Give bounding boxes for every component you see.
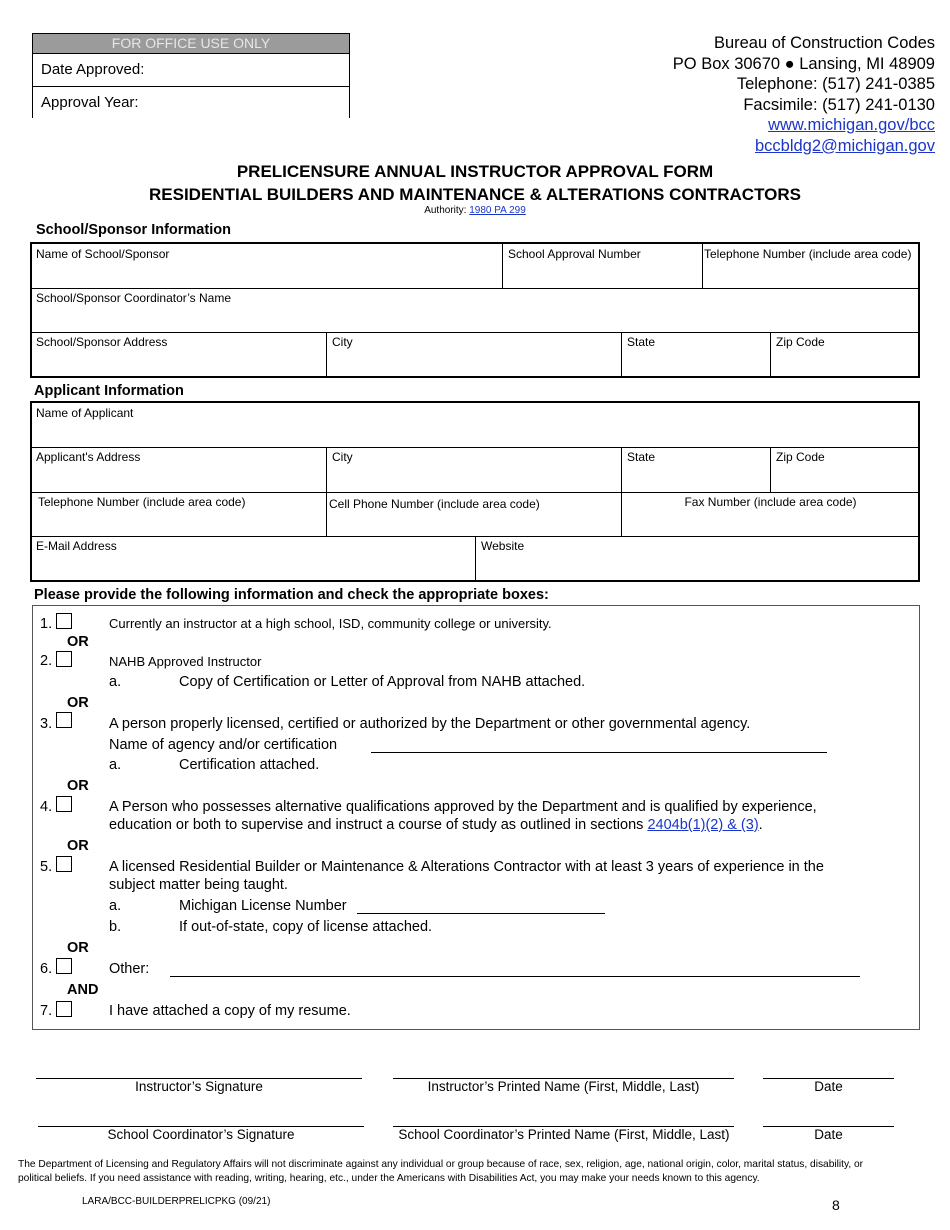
item-4-number: 4. [40,799,53,815]
item-7-checkbox[interactable] [56,1001,72,1017]
license-number-line[interactable] [357,913,605,914]
item-7-number: 7. [40,1003,53,1019]
item-7-text: I have attached a copy of my resume. [109,1003,351,1019]
applicant-name-field[interactable]: Name of Applicant [36,406,134,420]
bureau-email-link[interactable]: bccbldg2@michigan.gov [754,136,935,155]
item-2-number: 2. [40,653,53,669]
item-6-text: Other: [109,961,150,977]
school-info-grid [30,242,920,378]
school-address-field[interactable]: School/Sponsor Address [36,335,168,349]
school-approval-number-field[interactable]: School Approval Number [508,247,641,261]
applicant-telephone-field[interactable]: Telephone Number (include area code) [38,495,246,509]
school-state-field[interactable]: State [627,335,656,349]
checklist-box [32,605,920,1030]
item-3-agency-line[interactable] [371,752,827,753]
item-2a-text: Copy of Certification or Letter of Approval from NAHB attached. [179,674,586,690]
item-3-checkbox[interactable] [56,712,72,728]
applicant-info-grid [30,401,920,582]
applicant-city-field[interactable]: City [332,450,353,464]
bureau-facsimile: Facsimile: (517) 241-0130 [743,95,935,114]
authority-label: Authority: [424,205,467,216]
other-line[interactable] [170,976,860,977]
and-label: AND [67,982,99,998]
bureau-website-link[interactable]: www.michigan.gov/bcc [768,116,935,134]
form-title: PRELICENSURE ANNUAL INSTRUCTOR APPROVAL FORM [236,162,714,181]
coordinator-name-label: School Coordinator’s Printed Name (First, Middle, Last) [398,1127,730,1142]
office-use-box [32,34,350,118]
item-5-number: 5. [40,859,53,875]
instructor-date-label: Date [814,1079,843,1094]
or-4: OR [67,838,89,854]
or-2: OR [67,695,89,711]
bureau-telephone: Telephone: (517) 241-0385 [736,75,935,93]
item-5-text-line2: subject matter being taught. [109,877,288,893]
authority-line [0,205,950,216]
office-use-header: FOR OFFICE USE ONLY [32,33,350,54]
applicant-state-field[interactable]: State [627,450,656,464]
item-4-text-line2 [109,817,763,833]
item-5a-letter: a. [109,898,122,914]
page-number: 8 [832,1197,840,1213]
applicant-cell-field[interactable]: Cell Phone Number (include area code) [329,497,540,511]
applicant-fax-field[interactable]: Fax Number (include area code) [684,495,857,509]
item-6-checkbox[interactable] [56,958,72,974]
or-3: OR [67,778,89,794]
item-3-number: 3. [40,716,53,732]
or-1: OR [67,634,89,650]
item-6-number: 6. [40,961,53,977]
item-3-agency-label: Name of agency and/or certification [109,737,338,753]
item-5a-text: Michigan License Number [179,898,347,914]
item-4-checkbox[interactable] [56,796,72,812]
item-2-checkbox[interactable] [56,651,72,667]
item-1-number: 1. [40,616,53,632]
school-telephone-field[interactable]: Telephone Number (include area code) [704,247,912,261]
coordinator-signature-label: School Coordinator’s Signature [107,1127,295,1142]
checklist-heading: Please provide the following information and check the appropriate boxes: [34,587,549,603]
item-5-checkbox[interactable] [56,856,72,872]
bureau-name: Bureau of Construction Codes [713,34,935,52]
item-4-period: . [758,817,763,833]
item-2a-letter: a. [109,674,122,690]
applicant-zip-field[interactable]: Zip Code [776,450,825,464]
item-4-text-line1: A Person who possesses alternative qualifications approved by the Department and is qualified by experience, [109,799,817,815]
approval-year-field[interactable]: Approval Year: [41,94,139,111]
sections-link[interactable]: 2404b(1)(2) & (3) [647,817,759,833]
bureau-address: PO Box 30670 ● Lansing, MI 48909 [672,54,935,73]
footer-line-1: The Department of Licensing and Regulatory Affairs will not discriminate against any individual or group because of race, sex, religion, age, national origin, color, marital status, disability, or [18,1159,864,1170]
instructor-signature-label: Instructor’s Signature [135,1079,263,1094]
applicant-email-field[interactable]: E-Mail Address [36,539,117,553]
coordinator-date-label: Date [814,1127,843,1142]
form-id: LARA/BCC-BUILDERPRELICPKG (09/21) [82,1196,271,1207]
applicant-address-field[interactable]: Applicant's Address [36,450,141,464]
coordinator-name-field[interactable]: School/Sponsor Coordinator’s Name [36,291,231,305]
item-5b-letter: b. [109,919,122,935]
form-subtitle: RESIDENTIAL BUILDERS AND MAINTENANCE & ALTERATIONS CONTRACTORS [149,185,801,204]
item-3-text: A person properly licensed, certified or authorized by the Department or other governmental agency. [109,716,751,732]
bureau-contact-block [673,33,935,156]
school-zip-field[interactable]: Zip Code [776,335,825,349]
school-city-field[interactable]: City [332,335,353,349]
item-4-text-line2-body: education or both to supervise and instruct a course of study as outlined in sections [109,817,644,833]
item-2-text: NAHB Approved Instructor [109,654,262,669]
instructor-name-label: Instructor’s Printed Name (First, Middle, Last) [427,1079,700,1094]
item-1-checkbox[interactable] [56,613,72,629]
item-3a-letter: a. [109,757,122,773]
applicant-section-heading: Applicant Information [34,383,184,399]
footer-line-2: political beliefs. If you need assistance with reading, writing, hearing, etc., under the Americans with Disabilities Act, you may make your needs known to this agency. [18,1173,760,1184]
school-name-field[interactable]: Name of School/Sponsor [36,247,170,261]
or-5: OR [67,940,89,956]
nondiscrimination-statement [18,1158,933,1186]
authority-link[interactable]: 1980 PA 299 [469,205,526,216]
date-approved-field[interactable]: Date Approved: [33,54,349,87]
school-section-heading: School/Sponsor Information [36,222,231,238]
item-1-text: Currently an instructor at a high school, ISD, community college or university. [109,616,552,631]
item-3a-text: Certification attached. [179,757,320,773]
applicant-website-field[interactable]: Website [481,539,525,553]
item-5b-text: If out-of-state, copy of license attached. [179,919,433,935]
item-5-text-line1: A licensed Residential Builder or Maintenance & Alterations Contractor with at least 3 years of experience in the [109,859,824,875]
